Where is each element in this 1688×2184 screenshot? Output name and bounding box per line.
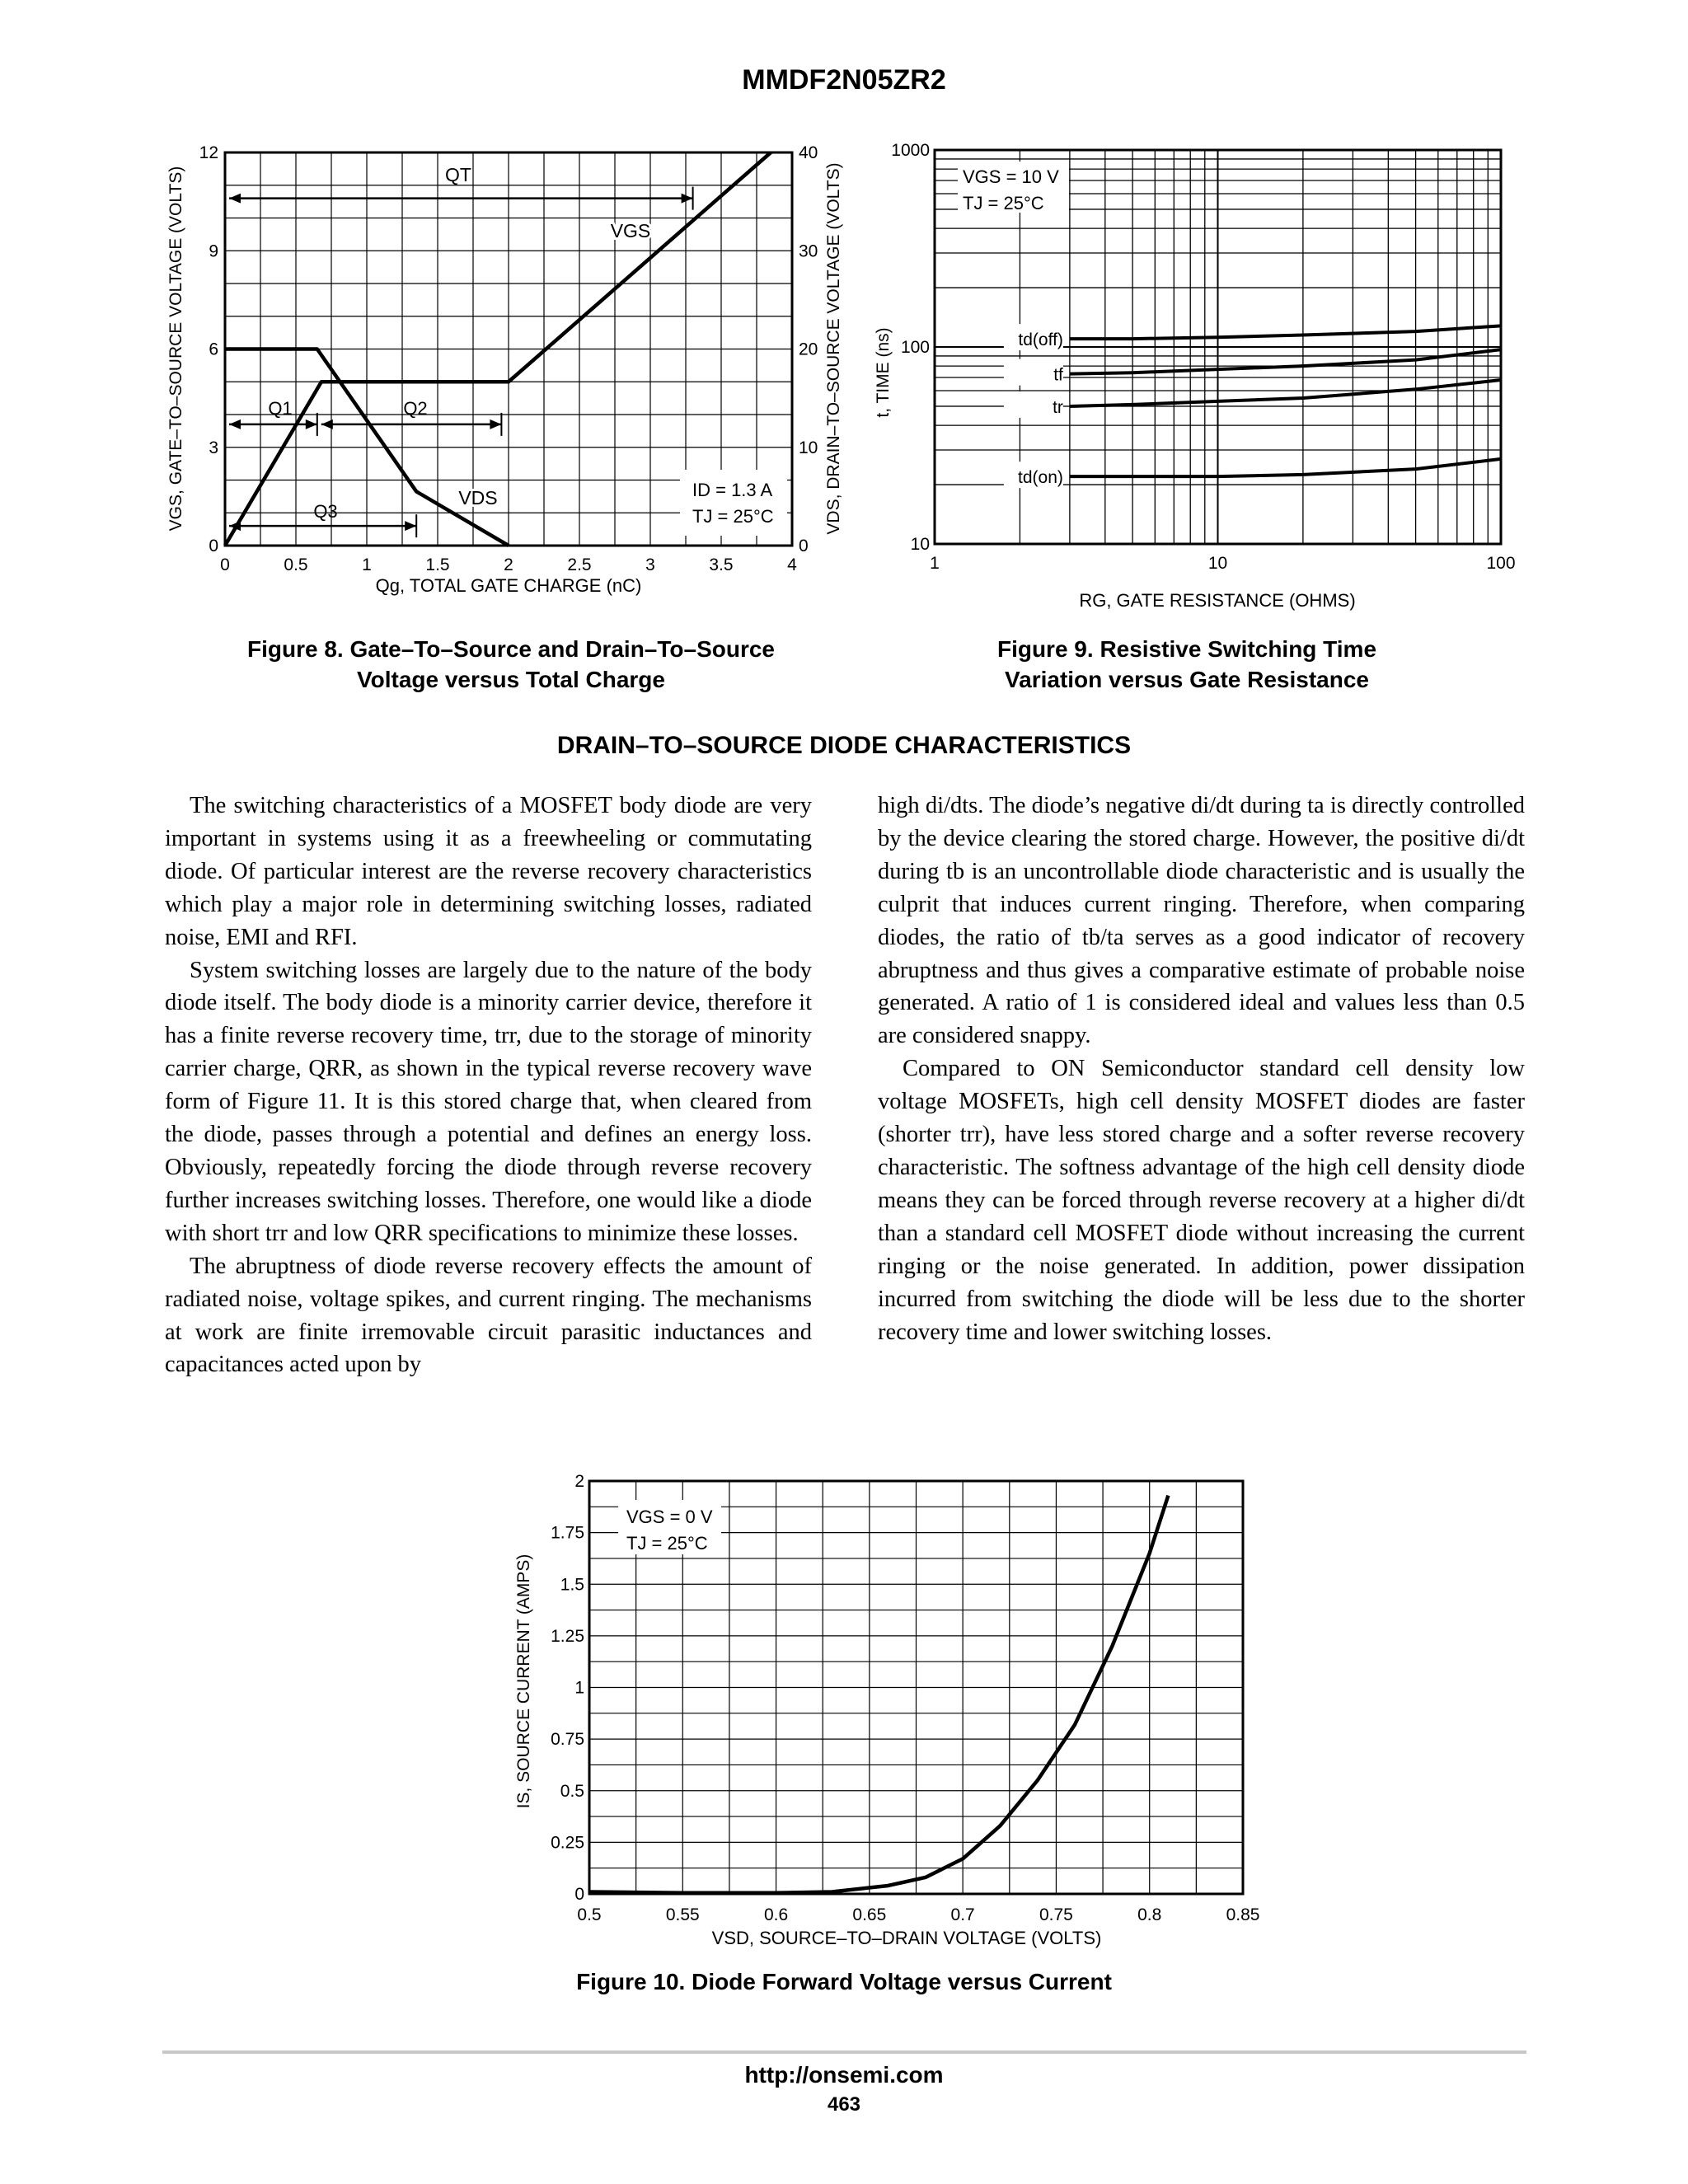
- paragraph: The switching characteristics of a MOSFET body diode are very important in systems using it as a freewheeling or commutating diode. Of particular interest are the reverse recovery characteristics which play a major role in determining switching losses, radiated noise, EMI and RFI.: [165, 793, 812, 950]
- condition-tj: TJ = 25°C: [692, 506, 774, 527]
- series-tdon: [1070, 459, 1501, 476]
- x-tick-label: 0.5: [284, 555, 308, 574]
- label-q2: Q2: [403, 398, 428, 419]
- x-tick-label: 0.75: [1039, 1905, 1073, 1924]
- y-tick-label: 1.25: [551, 1626, 584, 1646]
- x-tick-label: 0.65: [852, 1905, 887, 1924]
- label-q1: Q1: [268, 398, 293, 419]
- y-tick-label: 1.5: [560, 1575, 584, 1595]
- x-tick-label: 0.85: [1226, 1905, 1260, 1924]
- label-q3: Q3: [313, 501, 338, 522]
- y-tick-label: 0: [209, 537, 218, 555]
- section-heading: DRAIN–TO–SOURCE DIODE CHARACTERISTICS: [556, 732, 1132, 759]
- series-tr: [1070, 380, 1501, 406]
- x-tick-label: 0.8: [1137, 1905, 1162, 1924]
- y-tick-label: 1000: [891, 141, 930, 160]
- y-axis-label-left: VGS, GATE–TO–SOURCE VOLTAGE (VOLTS): [166, 166, 185, 532]
- label-qt: QT: [445, 164, 471, 185]
- diode-forward-chart: [503, 1467, 1260, 1961]
- y-tick-label: 2: [574, 1472, 584, 1491]
- series-label: tf: [1053, 365, 1063, 385]
- y-tick-label: 0.25: [551, 1833, 584, 1853]
- y2-tick-label: 20: [799, 340, 818, 359]
- switching-time-chart: [865, 140, 1525, 618]
- x-tick-label: 10: [1207, 554, 1228, 573]
- x-tick-label: 0.6: [763, 1905, 789, 1924]
- series-label: td(off): [1018, 330, 1063, 350]
- arrow-head: [229, 194, 241, 204]
- figure-10-caption: Figure 10. Diode Forward Voltage versus Current: [576, 1969, 1112, 1994]
- arrow-head: [306, 419, 317, 429]
- label-vgs: VGS: [610, 220, 651, 241]
- paragraph: high di/dts. The diode’s negative di/dt during ta is directly controlled by the device clearing the stored charge. However, the positive di/dt during tb is an uncontrollable diode characteristic and is usually the culprit that induces current ringing. Therefore, when comparing diodes, the ratio of tb/ta serves as a good indicator of recovery abruptness and thus gives a comparative estimate of probable noise generated. A ratio of 1 is considered ideal and values less than 0.5 are considered snappy.: [878, 793, 1525, 1049]
- x-tick-label: 2: [504, 555, 513, 574]
- condition-tj: TJ = 25°C: [963, 193, 1044, 213]
- x-tick-label: 0.55: [665, 1905, 700, 1924]
- page-number: 463: [827, 2093, 861, 2116]
- y-axis-label: IS, SOURCE CURRENT (AMPS): [514, 1554, 533, 1809]
- x-axis-label: RG, GATE RESISTANCE (OHMS): [1079, 590, 1356, 611]
- arrow-head: [490, 419, 501, 429]
- condition-id: ID = 1.3 A: [692, 480, 773, 500]
- gate-charge-chart: [148, 140, 843, 618]
- y-tick-label: 0.5: [560, 1781, 584, 1801]
- x-tick-label: 100: [1486, 554, 1516, 573]
- y2-tick-label: 10: [799, 438, 818, 457]
- y-tick-label: 1: [574, 1678, 584, 1698]
- footer-url[interactable]: http://onsemi.com: [744, 2062, 944, 2088]
- y2-tick-label: 0: [799, 537, 809, 555]
- x-tick-label: 1: [930, 554, 940, 573]
- condition-tj: TJ = 25°C: [626, 1533, 708, 1554]
- x-tick-label: 2.5: [567, 555, 592, 574]
- y2-tick-label: 40: [799, 143, 818, 162]
- figure-9-caption: Figure 9. Resistive Switching Time Variation versus Gate Resistance: [996, 636, 1377, 692]
- paragraph: System switching losses are largely due to the nature of the body diode itself. The body diode is a minority carrier device, therefore it has a finite reverse recovery time, trr, due to the storage of minority carrier charge, QRR, as shown in the typical reverse recovery wave form of Figure 11. It is this stored charge that, when cleared from the diode, passes through a potential and defines an energy loss. Obviously, repeatedly forcing the diode through reverse recovery further increases switching losses. Therefore, one would like a diode with short trr and low QRR specifications to minimize these losses.: [165, 957, 812, 1246]
- x-axis-label: Qg, TOTAL GATE CHARGE (nC): [375, 575, 642, 596]
- footer-rule: [162, 2050, 1526, 2054]
- arrow-head: [405, 521, 416, 531]
- x-tick-label: 1: [362, 555, 372, 574]
- arrow-head: [682, 194, 693, 204]
- figure-8-caption: Figure 8. Gate–To–Source and Drain–To–Source Voltage versus Total Charge: [246, 636, 776, 692]
- paragraph: Compared to ON Semiconductor standard cell density low voltage MOSFETs, high cell density MOSFET diodes are faster (shorter trr), have less stored charge and a softer reverse recovery characteristic. The softness advantage of the high cell density diode means they can be forced through reverse recovery at a higher di/dt than a standard cell MOSFET diode without increasing the current ringing or the noise generated. In addition, power dissipation incurred from switching the diode will be less due to the shorter recovery time and lower switching losses.: [878, 1056, 1525, 1345]
- condition-vgs: VGS = 10 V: [963, 166, 1059, 187]
- y-tick-label: 9: [209, 241, 218, 261]
- page-title: MMDF2N05ZR2: [742, 64, 946, 96]
- condition-vgs: VGS = 0 V: [626, 1507, 713, 1527]
- series-label: td(on): [1018, 468, 1063, 488]
- y-tick-label: 1.75: [551, 1523, 584, 1543]
- x-tick-label: 3.5: [709, 555, 734, 574]
- series-tf: [1070, 349, 1501, 374]
- y-axis-label-right: VDS, DRAIN–TO–SOURCE VOLTAGE (VOLTS): [824, 162, 843, 535]
- x-tick-label: 0.5: [577, 1905, 602, 1924]
- x-tick-label: 3: [645, 555, 655, 574]
- y-tick-label: 3: [209, 438, 218, 457]
- body-column-right: [878, 790, 1525, 1348]
- arrow-head: [229, 419, 241, 429]
- paragraph: The abruptness of diode reverse recovery effects the amount of radiated noise, voltage spikes, and current ringing. The mechanisms at work are finite irremovable circuit parasitic inductances and capacitances acted upon by: [165, 1253, 812, 1378]
- y-tick-label: 0.75: [551, 1730, 584, 1750]
- y2-tick-label: 30: [799, 241, 818, 261]
- x-tick-label: 4: [787, 555, 797, 574]
- y-tick-label: 0: [574, 1885, 584, 1904]
- y-axis-label: t, TIME (ns): [874, 327, 893, 418]
- x-tick-label: 1.5: [425, 555, 450, 574]
- y-tick-label: 10: [910, 535, 930, 554]
- x-axis-label: VSD, SOURCE–TO–DRAIN VOLTAGE (VOLTS): [711, 1928, 1102, 1948]
- label-vds: VDS: [458, 487, 498, 509]
- arrow-head: [321, 419, 333, 429]
- x-tick-label: 0: [220, 555, 230, 574]
- series-is: [589, 1496, 1168, 1893]
- x-tick-label: 0.7: [950, 1905, 975, 1924]
- y-tick-label: 12: [199, 143, 218, 162]
- body-column-left: [165, 790, 812, 1381]
- series-tdoff: [1070, 326, 1501, 339]
- series-label: tr: [1053, 397, 1063, 417]
- y-tick-label: 100: [900, 338, 930, 357]
- y-tick-label: 6: [209, 340, 218, 359]
